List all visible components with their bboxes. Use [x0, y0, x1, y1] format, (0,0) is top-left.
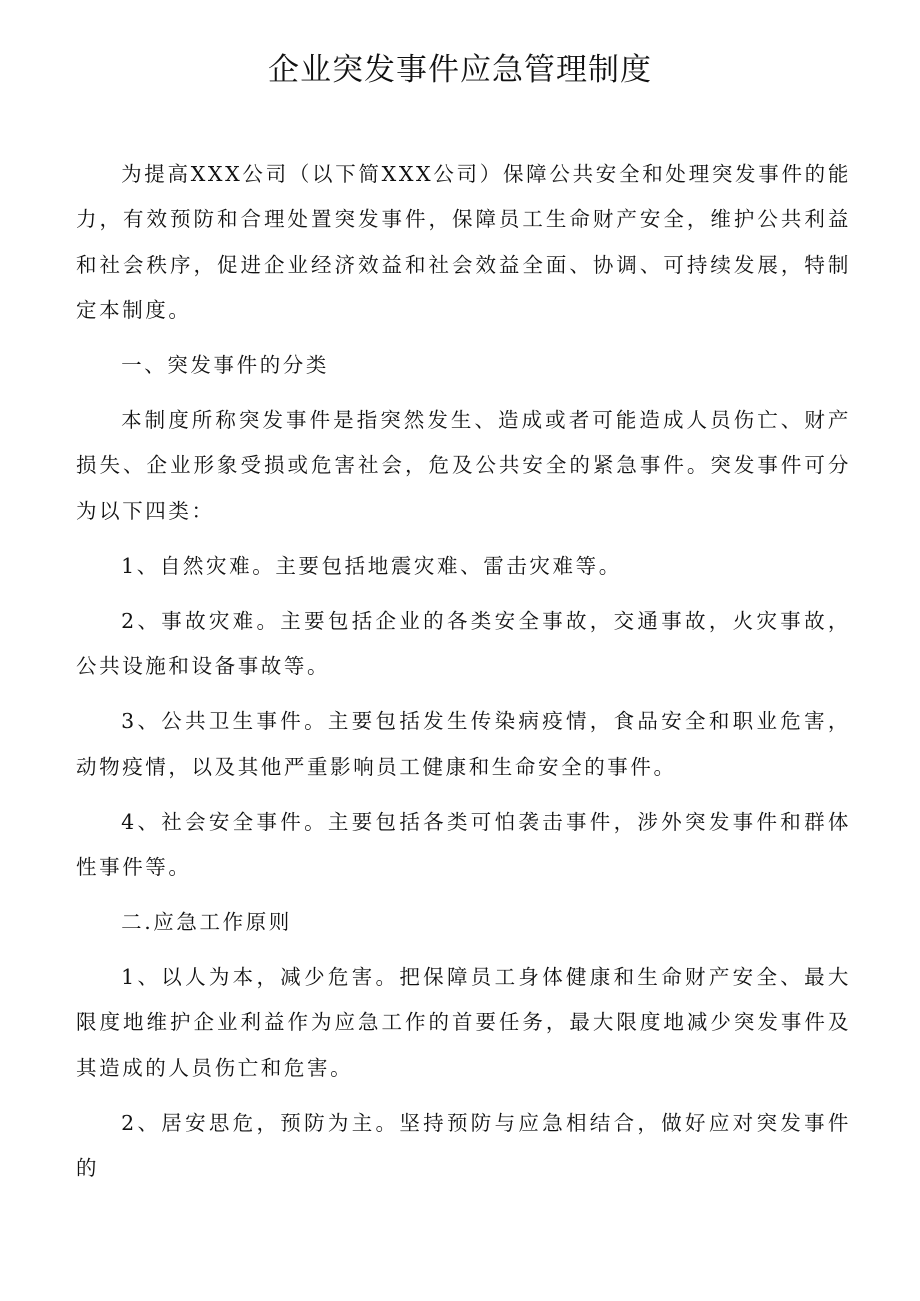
list-item-people-first: 1、以人为本，减少危害。把保障员工身体健康和生命财产安全、最大限度地维护企业利益作为应急工作的首要任务，最大限度地减少突发事件及其造成的人员伤亡和危害。 [76, 965, 851, 1080]
list-item-accident-disaster: 2、事故灾难。主要包括企业的各类安全事故，交通事故，火灾事故，公共设施和设备事故等。 [76, 608, 851, 679]
list-item-public-health: 3、公共卫生事件。主要包括发生传染病疫情，食品安全和职业危害，动物疫情，以及其他严重影响员工健康和生命安全的事件。 [76, 709, 851, 779]
intro-paragraph: 为提高XXX公司（以下简XXX公司）保障公共安全和处理突发事件的能力，有效预防和合理处置突发事件，保障员工生命财产安全，维护公共利益和社会秩序，促进企业经济效益和社会效益全面、协调、可持续发展，特制定本制度。 [76, 162, 851, 322]
document-title: 企业突发事件应急管理制度 [268, 52, 652, 88]
list-item-prevention-first: 2、居安思危，预防为主。坚持预防与应急相结合，做好应对突发事件的 [76, 1110, 851, 1181]
list-item-natural-disaster: 1、自然灾难。主要包括地震灾难、雷击灾难等。 [121, 553, 622, 578]
section-heading-classification: 一、突发事件的分类 [121, 352, 329, 377]
document-body [76, 152, 851, 1191]
section-heading-principles: 二.应急工作原则 [121, 910, 292, 935]
classification-paragraph: 本制度所称突发事件是指突然发生、造成或者可能造成人员伤亡、财产损失、企业形象受损或危害社会，危及公共安全的紧急事件。突发事件可分为以下四类： [76, 408, 851, 523]
list-item-social-security: 4、社会安全事件。主要包括各类可怕袭击事件，涉外突发事件和群体性事件等。 [76, 809, 851, 879]
